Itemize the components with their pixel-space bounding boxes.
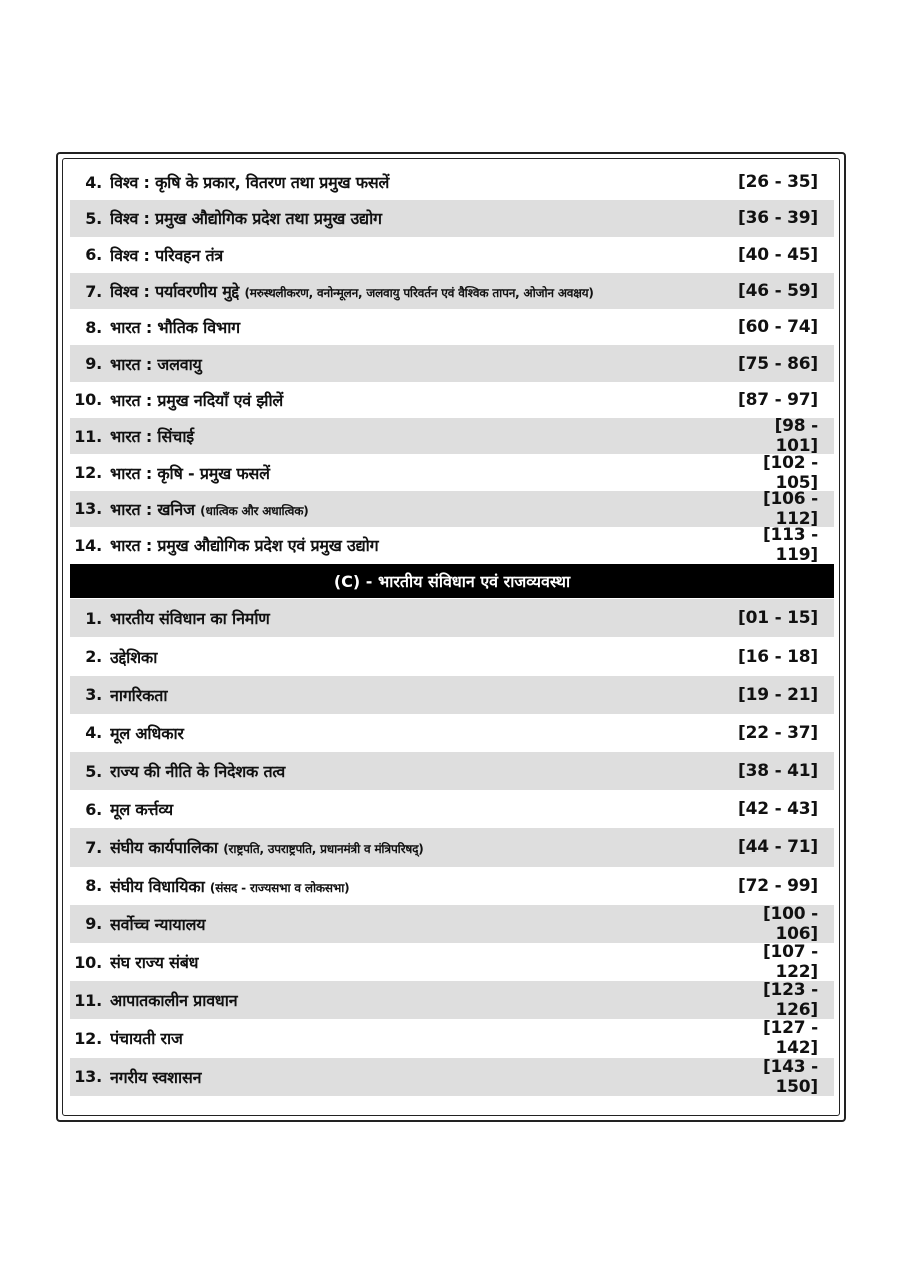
toc-item-title: विश्व : कृषि के प्रकार, वितरण तथा प्रमुख फसलें	[110, 173, 390, 193]
toc-item-title-wrap	[110, 425, 738, 447]
toc-item-page-range: [22 - 37]	[738, 722, 818, 743]
toc-row	[70, 790, 834, 828]
toc-item-page-range: [40 - 45]	[738, 244, 818, 265]
toc-item-title-wrap	[110, 989, 738, 1011]
toc-item-number: 6.	[85, 245, 102, 265]
toc-item-title-wrap	[110, 389, 738, 411]
toc-row	[70, 164, 834, 200]
toc-row	[70, 345, 834, 381]
toc-row	[70, 273, 834, 309]
toc-item-number: 11.	[74, 426, 102, 446]
toc-item-title: संघीय कार्यपालिका	[110, 838, 218, 858]
toc-item-title: सर्वोच्च न्यायालय	[110, 914, 206, 934]
toc-item-page-range: [123 - 126]	[762, 980, 818, 1021]
toc-item-page-range: [46 - 59]	[738, 281, 818, 302]
toc-item-page-range: [98 - 101]	[774, 416, 818, 457]
toc-item-title-wrap	[110, 353, 738, 375]
toc-row	[70, 525, 834, 566]
toc-list-part-b	[70, 164, 834, 566]
toc-item-title: मूल कर्त्तव्य	[110, 800, 173, 820]
toc-item-title-wrap	[110, 875, 738, 897]
toc-item-number: 1.	[85, 608, 102, 628]
toc-list-part-c	[70, 599, 834, 1095]
toc-item-number: 10.	[74, 952, 102, 972]
toc-row	[70, 905, 834, 943]
toc-item-page-range: [16 - 18]	[738, 646, 818, 667]
toc-row	[70, 382, 834, 418]
toc-item-page-range: [87 - 97]	[738, 389, 818, 410]
toc-item-page-range: [44 - 71]	[738, 837, 818, 858]
toc-item-number: 9.	[85, 354, 102, 374]
toc-item-title-wrap	[110, 684, 738, 706]
toc-row	[70, 237, 834, 273]
toc-item-subtitle: (राष्ट्रपति, उपराष्ट्रपति, प्रधानमंत्री व मंत्रिपरिषद्)	[223, 842, 424, 857]
toc-item-title-wrap	[110, 280, 738, 302]
toc-item-number: 4.	[85, 172, 102, 192]
toc-item-subtitle: (मरुस्थलीकरण, वनोन्मूलन, जलवायु परिवर्तन एवं वैश्विक तापन, ओजोन अवक्षय)	[244, 286, 594, 301]
toc-item-title: भारत : सिंचाई	[110, 427, 194, 447]
toc-item-title: संघीय विधायिका	[110, 876, 205, 896]
toc-item-title: भारत : प्रमुख नदियाँ एवं झीलें	[110, 390, 284, 410]
toc-item-number: 8.	[85, 317, 102, 337]
toc-item-page-range: [143 - 150]	[762, 1056, 818, 1097]
toc-item-title: विश्व : प्रमुख औद्योगिक प्रदेश तथा प्रमुख उद्योग	[110, 209, 382, 229]
toc-item-number: 6.	[85, 799, 102, 819]
toc-item-number: 11.	[74, 990, 102, 1010]
toc-item-page-range: [72 - 99]	[738, 875, 818, 896]
toc-row	[70, 981, 834, 1019]
toc-row	[70, 1019, 834, 1057]
toc-row	[70, 828, 834, 866]
toc-item-number: 13.	[74, 499, 102, 519]
toc-item-title: उद्देशिका	[110, 647, 158, 667]
toc-item-title: राज्य की नीति के निदेशक तत्व	[110, 762, 286, 782]
toc-item-page-range: [100 - 106]	[762, 903, 818, 944]
toc-item-title-wrap	[110, 1027, 738, 1049]
toc-item-page-range: [107 - 122]	[762, 942, 818, 983]
toc-row	[70, 676, 834, 714]
toc-item-title: पंचायती राज	[110, 1029, 183, 1049]
toc-row	[70, 752, 834, 790]
toc-item-title: भारतीय संविधान का निर्माण	[110, 609, 270, 629]
toc-item-title: आपातकालीन प्रावधान	[110, 991, 238, 1011]
toc-row	[70, 309, 834, 345]
toc-item-title-wrap	[110, 534, 738, 556]
toc-row	[70, 488, 834, 529]
toc-item-title-wrap	[110, 171, 738, 193]
toc-item-number: 7.	[85, 837, 102, 857]
toc-row	[70, 200, 834, 236]
toc-row	[70, 943, 834, 981]
toc-item-number: 14.	[74, 535, 102, 555]
toc-item-title-wrap	[110, 462, 738, 484]
toc-item-page-range: [01 - 15]	[738, 608, 818, 629]
toc-item-page-range: [106 - 112]	[762, 488, 818, 529]
table-of-contents	[70, 164, 834, 1096]
toc-item-page-range: [75 - 86]	[738, 353, 818, 374]
toc-item-title-wrap	[110, 244, 738, 266]
toc-item-number: 12.	[74, 1028, 102, 1048]
toc-item-title-wrap	[110, 1066, 738, 1088]
toc-item-page-range: [60 - 74]	[738, 317, 818, 338]
toc-row	[70, 452, 834, 493]
toc-item-title-wrap	[110, 760, 738, 782]
toc-item-page-range: [102 - 105]	[762, 452, 818, 493]
toc-item-number: 8.	[85, 876, 102, 896]
toc-item-title-wrap	[110, 646, 738, 668]
toc-item-title-wrap	[110, 836, 738, 858]
toc-item-title: मूल अधिकार	[110, 723, 184, 743]
toc-item-page-range: [42 - 43]	[738, 799, 818, 820]
toc-item-number: 13.	[74, 1067, 102, 1087]
toc-item-title: भारत : भौतिक विभाग	[110, 318, 240, 338]
toc-item-subtitle: (धात्विक और अधात्विक)	[200, 503, 309, 518]
toc-item-title: विश्व : पर्यावरणीय मुद्दे	[110, 282, 240, 302]
toc-row	[70, 714, 834, 752]
toc-item-title: नागरिकता	[110, 685, 168, 705]
toc-item-number: 10.	[74, 390, 102, 410]
toc-item-title: भारत : खनिज	[110, 499, 195, 519]
toc-item-page-range: [113 - 119]	[762, 525, 818, 566]
toc-item-page-range: [19 - 21]	[738, 684, 818, 705]
toc-item-number: 12.	[74, 463, 102, 483]
toc-item-title-wrap	[110, 607, 738, 629]
toc-row	[70, 637, 834, 675]
toc-row	[70, 867, 834, 905]
toc-item-title: विश्व : परिवहन तंत्र	[110, 245, 224, 265]
toc-item-number: 3.	[85, 685, 102, 705]
toc-item-title: संघ राज्य संबंध	[110, 953, 199, 973]
toc-item-number: 4.	[85, 723, 102, 743]
toc-item-number: 9.	[85, 914, 102, 934]
toc-item-title: भारत : कृषि - प्रमुख फसलें	[110, 463, 270, 483]
toc-item-page-range: [38 - 41]	[738, 761, 818, 782]
toc-row	[70, 599, 834, 637]
toc-item-title: भारत : जलवायु	[110, 354, 202, 374]
toc-row	[70, 1058, 834, 1096]
toc-item-number: 2.	[85, 647, 102, 667]
toc-item-number: 7.	[85, 281, 102, 301]
toc-item-title-wrap	[110, 722, 738, 744]
toc-item-page-range: [26 - 35]	[738, 172, 818, 193]
toc-item-page-range: [127 - 142]	[762, 1018, 818, 1059]
toc-item-title: नगरीय स्वशासन	[110, 1067, 202, 1087]
toc-item-title: भारत : प्रमुख औद्योगिक प्रदेश एवं प्रमुख उद्योग	[110, 536, 379, 556]
toc-item-subtitle: (संसद - राज्यसभा व लोकसभा)	[209, 880, 350, 895]
toc-item-title-wrap	[110, 913, 738, 935]
toc-item-title-wrap	[110, 498, 738, 520]
section-c-heading: (C) - भारतीय संविधान एवं राजव्यवस्था	[70, 564, 834, 598]
toc-item-title-wrap	[110, 207, 738, 229]
toc-item-page-range: [36 - 39]	[738, 208, 818, 229]
toc-item-number: 5.	[85, 761, 102, 781]
toc-item-title-wrap	[110, 798, 738, 820]
toc-item-title-wrap	[110, 951, 738, 973]
toc-item-title-wrap	[110, 316, 738, 338]
toc-row	[70, 416, 834, 457]
toc-item-number: 5.	[85, 208, 102, 228]
